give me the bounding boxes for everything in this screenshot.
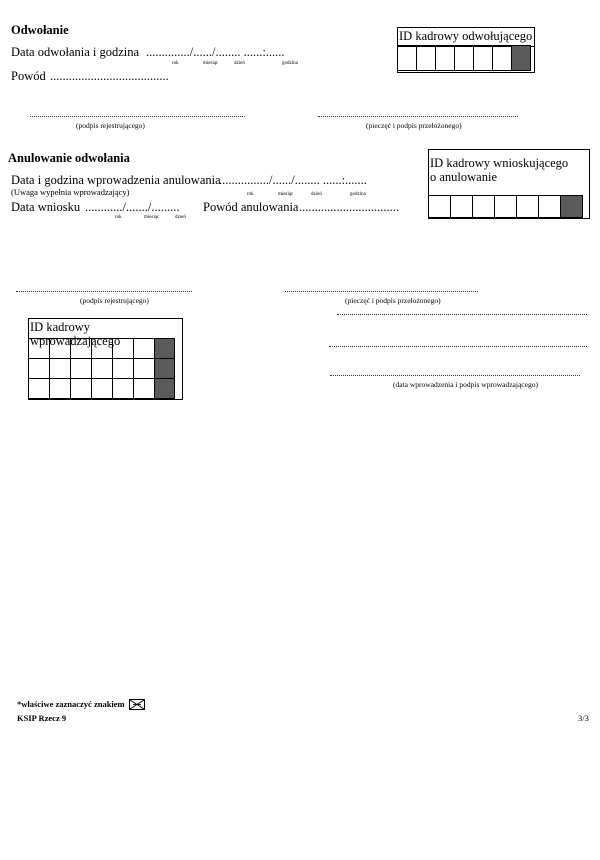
id-odwolujacego-box <box>397 27 535 73</box>
odwolanie-heading: Odwołanie <box>11 23 69 37</box>
id-wprowadzajacego-grid[interactable] <box>28 338 175 399</box>
w-dzien: dzień <box>175 215 186 220</box>
sub-dzien: dzień <box>234 61 245 66</box>
id-wprowadzajacego-box <box>28 318 183 400</box>
sub-miesiac: miesiąc <box>203 61 219 66</box>
sub-miesiac-2: miesiąc <box>278 192 294 197</box>
sub-godzina-2: godzina <box>350 192 366 197</box>
doc-code: KSIP Rzecz 9 <box>17 713 67 723</box>
powod-anulowania-label: Powód anulowania <box>203 200 299 214</box>
anulowanie-uwaga: (Uwaga wypełnia wprowadzający) <box>11 187 130 197</box>
odwolanie-powod-label: Powód <box>11 69 46 83</box>
signature-caption-przelozonego-1: (pieczęć i podpis przełożonego) <box>366 121 462 130</box>
id-wnioskujacego-title-1: ID kadrowy wnioskującego <box>430 156 569 170</box>
sub-dzien-2: dzień <box>311 192 322 197</box>
signature-caption-przelozonego-2: (pieczęć i podpis przełożonego) <box>345 296 441 305</box>
data-wprowadzenia-caption: (data wprowadzenia i podpis wprowadzającego) <box>393 380 538 389</box>
signature-caption-rejestrujacego-2: (podpis rejestrującego) <box>80 296 149 305</box>
signature-line-rejestrujacego-2[interactable] <box>16 291 192 292</box>
odwolanie-date-label: Data odwołania i godzina <box>11 45 140 59</box>
footer-note <box>17 699 145 712</box>
anulowanie-heading: Anulowanie odwołania <box>8 151 130 165</box>
signature-line-przelozonego-1[interactable] <box>318 116 518 117</box>
data-wniosku-label: Data wniosku <box>11 200 81 214</box>
powod-anulowania-field[interactable]: ................................ <box>299 200 399 214</box>
anulowanie-date-field[interactable]: ................/....../........ ......:....... <box>219 173 367 187</box>
sub-rok: rok <box>172 61 179 66</box>
odwolanie-powod-field[interactable]: ...................................... <box>50 69 169 83</box>
data-line-3[interactable] <box>330 375 580 376</box>
signature-line-przelozonego-2[interactable] <box>285 291 478 292</box>
id-odwolujacego-grid[interactable] <box>397 45 531 71</box>
data-line-1[interactable] <box>337 314 587 315</box>
id-wprowadzajacego-title: ID kadrowy wprowadzającego <box>30 320 121 348</box>
data-line-2[interactable] <box>329 346 587 347</box>
anulowanie-date-label: Data i godzina wprowadzenia anulowania <box>11 173 221 187</box>
w-rok: rok <box>115 215 122 220</box>
data-wniosku-field[interactable]: ............/......./......... <box>85 200 180 214</box>
page-number: 3/3 <box>578 713 589 723</box>
sub-godzina: godzina <box>282 61 298 66</box>
sub-rok-2: rok <box>247 192 254 197</box>
odwolanie-date-field[interactable]: ............../....../........ ......:...... <box>146 45 285 59</box>
id-wnioskujacego-title-2: o anulowanie <box>430 170 497 184</box>
w-miesiac: miesiąc <box>144 215 160 220</box>
id-wnioskujacego-grid[interactable] <box>428 195 583 218</box>
signature-line-rejestrujacego-1[interactable] <box>30 116 245 117</box>
signature-caption-rejestrujacego-1: (podpis rejestrującego) <box>76 121 145 130</box>
cross-mark-icon <box>129 699 145 712</box>
id-wnioskujacego-box <box>428 149 590 219</box>
id-odwolujacego-title: ID kadrowy odwołującego <box>398 28 534 47</box>
footer-note-text: *właściwe zaznaczyć znakiem <box>17 699 125 709</box>
